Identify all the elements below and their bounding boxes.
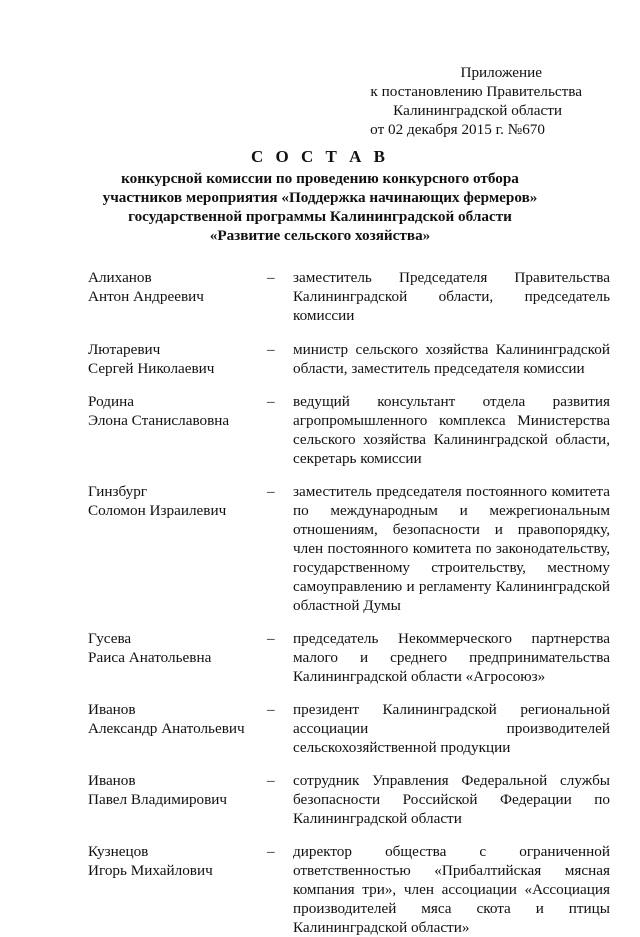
- member-role: ведущий консультант отдела развития агропромышленного комплекса Министерства сельского хозяйства Калининградской области, секретарь комиссии: [293, 393, 610, 467]
- member-entry: [88, 482, 610, 615]
- member-dash: –: [267, 843, 275, 860]
- member-entry: [88, 771, 610, 828]
- member-role: заместитель председателя постоянного комитета по международным и межрегиональным отношениям, безопасности и правопорядку, член постоянного комитета по законодательству, государственному строительству, местному самоуправлению и регламенту Калининградской областной Думы: [293, 483, 610, 614]
- member-surname: Гинзбург: [88, 483, 148, 500]
- member-entry: [88, 268, 610, 325]
- member-dash: –: [267, 393, 275, 410]
- member-surname: Гусева: [88, 630, 132, 647]
- member-name: [88, 629, 268, 667]
- heading-line-1: конкурсной комиссии по проведению конкурсного отбора: [121, 170, 519, 187]
- member-role: директор общества с ограниченной ответственностью «Прибалтийская мясная компания три», член ассоциации «Ассоциация производителей мяса скота и птицы Калининградской области»: [293, 843, 610, 936]
- member-entry: [88, 842, 610, 937]
- member-role: председатель Некоммерческого партнерства малого и среднего предпринимательства Калининградской области «Агросоюз»: [293, 630, 610, 685]
- member-entry: [88, 392, 610, 468]
- member-surname: Кузнецов: [88, 843, 149, 860]
- member-name: [88, 268, 268, 306]
- member-entry: [88, 340, 610, 378]
- heading-line-4: «Развитие сельского хозяйства»: [209, 227, 431, 244]
- document-heading: [40, 147, 600, 245]
- member-name: [88, 842, 268, 880]
- document-title: С О С Т А В: [251, 147, 389, 166]
- member-role: министр сельского хозяйства Калининградской области, заместитель председателя комиссии: [293, 341, 610, 377]
- heading-line-3: государственной программы Калининградской области: [128, 208, 512, 225]
- member-dash: –: [267, 341, 275, 358]
- member-name: [88, 771, 268, 809]
- member-given-names: Игорь Михайлович: [88, 862, 213, 879]
- member-surname: Лютаревич: [88, 341, 161, 358]
- member-list: [88, 268, 610, 937]
- appendix-date-number: от 02 декабря 2015 г. №670: [370, 121, 545, 138]
- member-name: [88, 482, 268, 520]
- member-name: [88, 392, 268, 430]
- member-given-names: Сергей Николаевич: [88, 360, 215, 377]
- member-surname: Иванов: [88, 772, 136, 789]
- member-given-names: Павел Владимирович: [88, 791, 228, 808]
- member-name: [88, 700, 268, 738]
- member-given-names: Соломон Израилевич: [88, 502, 227, 519]
- member-role: президент Калининградской региональной ассоциации производителей сельскохозяйственной продукции: [293, 701, 610, 756]
- member-surname: Иванов: [88, 701, 136, 718]
- member-given-names: Элона Станиславовна: [88, 412, 230, 429]
- member-dash: –: [267, 701, 275, 718]
- member-dash: –: [267, 630, 275, 647]
- member-entry: [88, 700, 610, 757]
- appendix-region: Калининградской области: [393, 102, 562, 119]
- appendix-header: [262, 63, 582, 139]
- member-role: заместитель Председателя Правительства Калининградской области, председатель комиссии: [293, 269, 610, 324]
- appendix-resolution: к постановлению Правительства: [370, 83, 582, 100]
- member-surname: Алиханов: [88, 269, 152, 286]
- member-surname: Родина: [88, 393, 134, 410]
- member-entry: [88, 629, 610, 686]
- member-role: сотрудник Управления Федеральной службы безопасности Российской Федерации по Калининградской области: [293, 772, 610, 827]
- member-dash: –: [267, 483, 275, 500]
- heading-line-2: участников мероприятия «Поддержка начинающих фермеров»: [102, 189, 538, 206]
- member-given-names: Антон Андреевич: [88, 288, 204, 305]
- appendix-label: Приложение: [460, 64, 542, 81]
- member-dash: –: [267, 269, 275, 286]
- member-given-names: Раиса Анатольевна: [88, 649, 212, 666]
- member-dash: –: [267, 772, 275, 789]
- member-name: [88, 340, 268, 378]
- member-given-names: Александр Анатольевич: [88, 720, 245, 737]
